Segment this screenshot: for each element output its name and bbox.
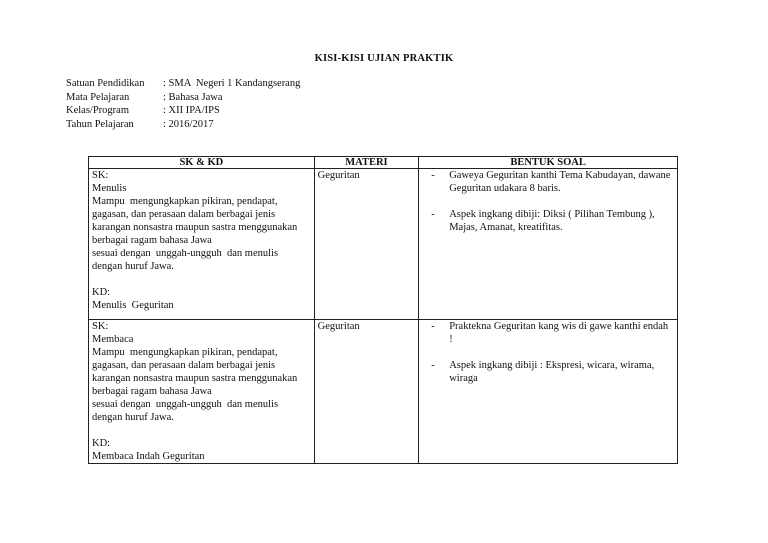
soal-text: Praktekna Geguritan kang wis di gawe kanthi endah ! — [449, 321, 669, 345]
sk-line: gagasan, dan perasaan dalam berbagai jenis — [92, 209, 276, 220]
dash-bullet: - — [431, 170, 435, 181]
soal-text: Aspek ingkang dibiji: Diksi ( Pilihan Tembung ), Majas, Amanat, kreatifitas. — [449, 209, 655, 233]
info-value: : XII IPA/IPS — [163, 105, 220, 116]
info-row — [66, 118, 300, 132]
sk-line: Menulis — [92, 183, 127, 194]
info-value: : SMA Negeri 1 Kandangserang — [163, 78, 301, 89]
header-bentuk-soal: BENTUK SOAL — [419, 157, 678, 169]
dash-bullet: - — [431, 321, 435, 332]
document-title: KISI-KISI UJIAN PRAKTIK — [314, 53, 454, 64]
table-header-row — [89, 157, 678, 169]
dash-bullet: - — [431, 209, 435, 220]
sk-line: karangan nonsastra maupun sastra menggunakan — [92, 373, 298, 384]
kd-line: KD: — [92, 438, 111, 449]
sk-line: SK: — [92, 170, 109, 181]
table-row — [89, 320, 678, 464]
soal-text: Gaweya Geguritan kanthi Tema Kabudayan, dawane Geguritan udakara 8 baris. — [449, 170, 671, 194]
list-item — [422, 208, 674, 234]
kd-line: KD: — [92, 287, 111, 298]
document-info — [66, 77, 300, 131]
info-value: : 2016/2017 — [163, 118, 214, 130]
list-item — [422, 169, 674, 195]
materi-cell: Geguritan — [314, 169, 419, 320]
list-item — [422, 320, 674, 346]
sk-kd-cell — [89, 320, 315, 464]
info-label: Mata Pelajaran — [66, 91, 130, 103]
info-label: Tahun Pelajaran — [66, 118, 134, 130]
sk-line: dengan huruf Jawa. — [92, 412, 174, 423]
kd-line: Membaca Indah Geguritan — [92, 451, 205, 462]
bentuk-soal-cell — [419, 320, 678, 464]
kd-line: Menulis Geguritan — [92, 300, 174, 311]
info-row — [66, 91, 300, 105]
info-row — [66, 77, 300, 91]
sk-line: Mampu mengungkapkan pikiran, pendapat, — [92, 347, 278, 358]
info-label: Kelas/Program — [66, 105, 129, 116]
dash-bullet: - — [431, 360, 435, 371]
sk-line: dengan huruf Jawa. — [92, 261, 174, 272]
sk-line: berbagai ragam bahasa Jawa — [92, 235, 212, 246]
bentuk-soal-cell — [419, 169, 678, 320]
sk-line: Mampu mengungkapkan pikiran, pendapat, — [92, 196, 278, 207]
list-item — [422, 359, 674, 385]
sk-line: karangan nonsastra maupun sastra menggunakan — [92, 222, 298, 233]
sk-line: sesuai dengan unggah-ungguh dan menulis — [92, 248, 279, 259]
sk-line: gagasan, dan perasaan dalam berbagai jenis — [92, 360, 276, 371]
materi-cell: Geguritan — [314, 320, 419, 464]
soal-text: Aspek ingkang dibiji : Ekspresi, wicara, wirama, wiraga — [449, 360, 655, 384]
header-materi: MATERI — [314, 157, 419, 169]
sk-kd-cell — [89, 169, 315, 320]
sk-line: sesuai dengan unggah-ungguh dan menulis — [92, 399, 279, 410]
sk-line: berbagai ragam bahasa Jawa — [92, 386, 212, 397]
sk-line: SK: — [92, 321, 109, 332]
info-row — [66, 104, 300, 118]
table-row — [89, 169, 678, 320]
sk-line: Membaca — [92, 334, 134, 345]
info-value: : Bahasa Jawa — [163, 91, 223, 103]
info-label: Satuan Pendidikan — [66, 78, 145, 89]
kisi-table — [88, 156, 678, 464]
header-sk-kd: SK & KD — [89, 157, 315, 169]
